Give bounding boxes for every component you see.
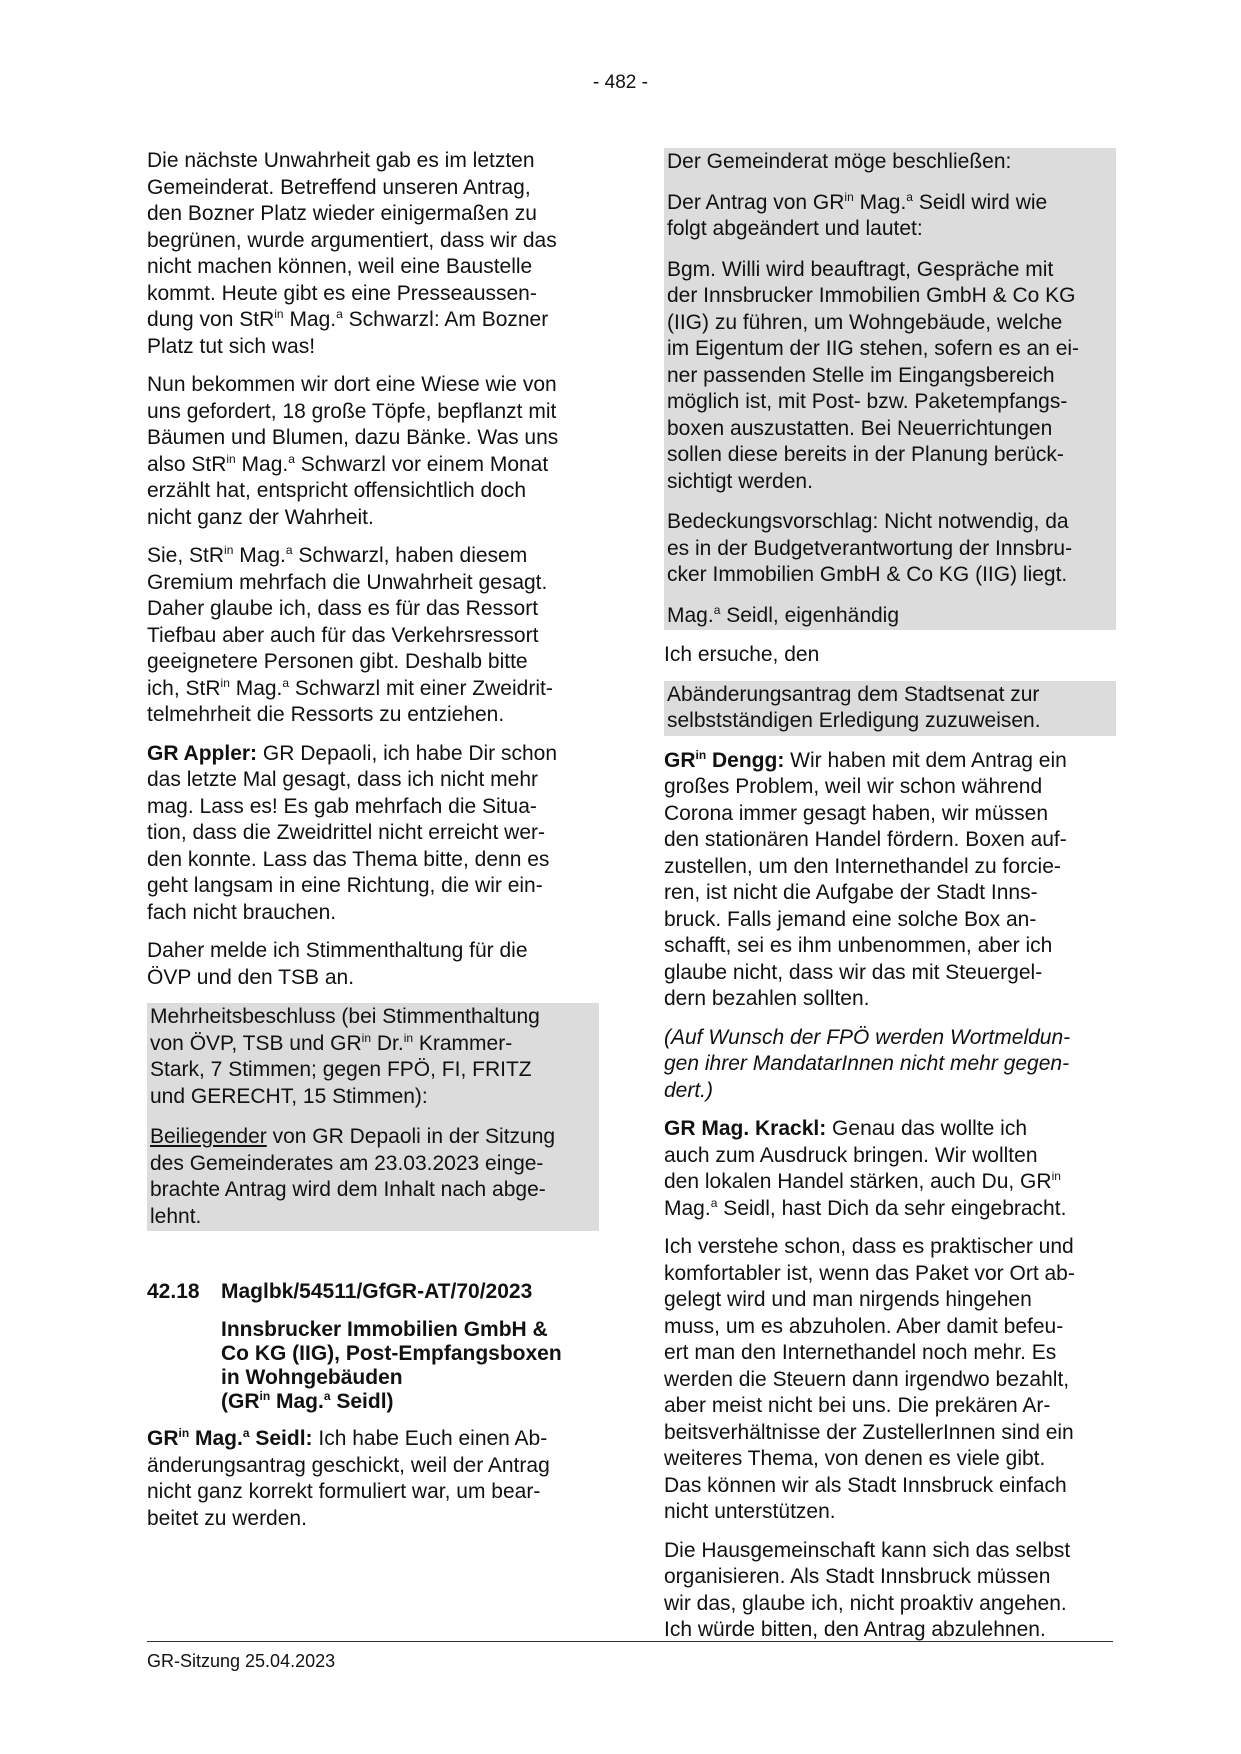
paragraph: GR Appler: GR Depaoli, ich habe Dir schon das letzte Mal gesagt, dass ich nicht mehr mag. Lass es! Es gab mehrfach die Situa- tion, dass die Zweidrittel nicht erreicht wer- den konnte. Lass das Thema bitte, denn es geht langsam in eine Richtung, die wir ein- fach nicht brauchen. — [147, 741, 558, 924]
motion-intro: Der Gemeinderat möge beschließen: — [664, 148, 1116, 177]
paragraph: Ich verstehe schon, dass es praktischer und komfortabler ist, wenn das Paket vor Ort ab- gelegt wird und man nirgends hingehen muss, um es abzuholen. Aber damit befeu- ert man den Internethandel noch mehr. Es werden die Steuern dann irgendwo bezahlt, aber meist nicht bei uns. Die prekären Ar- beitsverhältnisse der ZustellerInnen sind ein weiteres Thema, von denen es viele gibt. Das können wir als Stadt Innsbruck einfach nicht unterstützen. — [664, 1235, 1075, 1523]
speaker-name: GR Appler: — [147, 741, 258, 765]
paragraph: $GR^{in}$ Dengg: Wir haben mit dem Antrag ein großes Problem, weil wir schon während Corona immer gesagt haben, wir müssen den stationären Handel fördern. Boxen auf- zustellen, um den Internethandel zu forcie- ren, ist nicht die Aufgabe der Stadt Inns- bruck. Falls jemand eine solche Box an- schafft, sei es ihm unbenommen, aber ich glaube nicht, dass wir das mit Steuergel- dern bezahlen sollten. — [664, 747, 1067, 1010]
speaker-name: GR Mag. Krackl: — [664, 1117, 827, 1140]
agenda-item-number: 42.18 — [147, 1280, 200, 1303]
left-column — [147, 148, 599, 1544]
paragraph: Sie, StR$^{in}$ Mag.$^a$ Schwarzl, haben diesem Gremium mehrfach die Unwahrheit gesagt. Daher glaube ich, dass es für das Ressort Tiefbau aber auch für das Verkehrsressort geeignetere Personen gibt. Deshalb bitte ich, StR$^{in}$ Mag.$^a$ Schwarzl mit einer Zweidrit- telmehrheit die Ressorts zu entziehen. — [147, 543, 553, 726]
motion-amendment: Der Antrag von $GR^{in}$ Mag.$^a$ Seidl wird wie folgt abgeändert und lautet: — [664, 189, 1116, 244]
motion-text: Bgm. Willi wird beauftragt, Gespräche mit der Innsbrucker Immobilien GmbH & Co KG (IIG) zu führen, um Wohngebäude, welche im Eigentum der IIG stehen, sofern es an ei- ner passenden Stelle im Eingangsbereich möglich ist, mit Post- bzw. Paketempfangs- boxen auszustatten. Bei Neuerrichtungen sollen diese bereits in der Planung berück- sichtigt werden. — [664, 256, 1116, 497]
resolution-text: Beiliegender von GR Depaoli in der Sitzung des Gemeinderates am 23.03.2023 einge- brachte Antrag wird dem Inhalt nach abge- lehnt. — [147, 1123, 599, 1231]
coverage-proposal: Bedeckungsvorschlag: Nicht notwendig, da es in der Budgetverantwortung der Innsbru- cker Immobilien GmbH & Co KG (IIG) liegt. — [664, 508, 1116, 590]
page-number: - 482 - — [593, 72, 648, 93]
agenda-item-id: Maglbk/54511/GfGR-AT/70/2023 — [221, 1280, 533, 1303]
speaker-name: $GR^{in}$ Dengg: — [664, 747, 785, 772]
paragraph: $GR^{in}$ Mag.$^a$ Seidl: Ich habe Euch einen Ab- änderungsantrag geschickt, weil der Antrag nicht ganz korrekt formuliert war, um bear- beitet zu werden. — [147, 1426, 550, 1530]
footer-divider — [147, 1641, 1113, 1642]
italic-note: (Auf Wunsch der FPÖ werden Wortmeldun- gen ihrer MandatarInnen nicht mehr gegen- dert.) — [664, 1025, 1071, 1102]
agenda-item-title: Innsbrucker Immobilien GmbH & Co KG (IIG), Post-Empfangsboxen in Wohngebäuden ($GR^{in}$ Mag.$^a$ Seidl) — [221, 1318, 562, 1413]
paragraph: Nun bekommen wir dort eine Wiese wie von uns gefordert, 18 große Töpfe, bepflanzt mit Bäumen und Blumen, dazu Bänke. Was uns also StR$^{in}$ Mag.$^a$ Schwarzl vor einem Monat erzählt hat, entspricht offensichtlich doch nicht ganz der Wahrheit. — [147, 373, 559, 529]
paragraph: Die nächste Unwahrheit gab es im letzten Gemeinderat. Betreffend unseren Antrag, den Bozner Platz wieder einigermaßen zu begrünen, wurde argumentiert, dass wir das nicht machen können, weil eine Baustelle kommt. Heute gibt es eine Presseaussen- dung von StR$^{in}$ Mag.$^a$ Schwarzl: Am Bozner Platz tut sich was! — [147, 149, 557, 358]
right-column — [664, 148, 1116, 1656]
motion-block — [664, 148, 1116, 630]
resolution-result: Mehrheitsbeschluss (bei Stimmenthaltung von ÖVP, TSB und $GR^{in}$ Dr.$^{in}$ Krammer- Stark, 7 Stimmen; gegen FPÖ, FI, FRITZ und GERECHT, 15 Stimmen): — [147, 1003, 599, 1111]
paragraph: Ich ersuche, den — [664, 643, 820, 666]
resolution-block — [147, 1003, 599, 1231]
paragraph: GR Mag. Krackl: Genau das wollte ich auch zum Ausdruck bringen. Wir wollten den lokalen Handel stärken, auch Du, $GR^{in}$ Mag.$^a$ Seidl, hast Dich da sehr eingebracht. — [664, 1117, 1067, 1220]
footer-text: GR-Sitzung 25.04.2023 — [147, 1651, 336, 1671]
signature-line: Mag.$^a$ Seidl, eigenhändig — [664, 602, 1116, 631]
speaker-name: $GR^{in}$ Mag.$^a$ Seidl: — [147, 1426, 313, 1450]
paragraph: Daher melde ich Stimmenthaltung für die ÖVP und den TSB an. — [147, 939, 528, 989]
agenda-item-heading — [147, 1279, 599, 1304]
paragraph: Die Hausgemeinschaft kann sich das selbst organisieren. Als Stadt Innsbruck müssen wir das, glaube ich, nicht proaktiv angehen. Ich würde bitten, den Antrag abzulehnen. — [664, 1538, 1071, 1641]
motion-assignment: Abänderungsantrag dem Stadtsenat zur selbstständigen Erledigung zuzuweisen. — [664, 681, 1116, 736]
